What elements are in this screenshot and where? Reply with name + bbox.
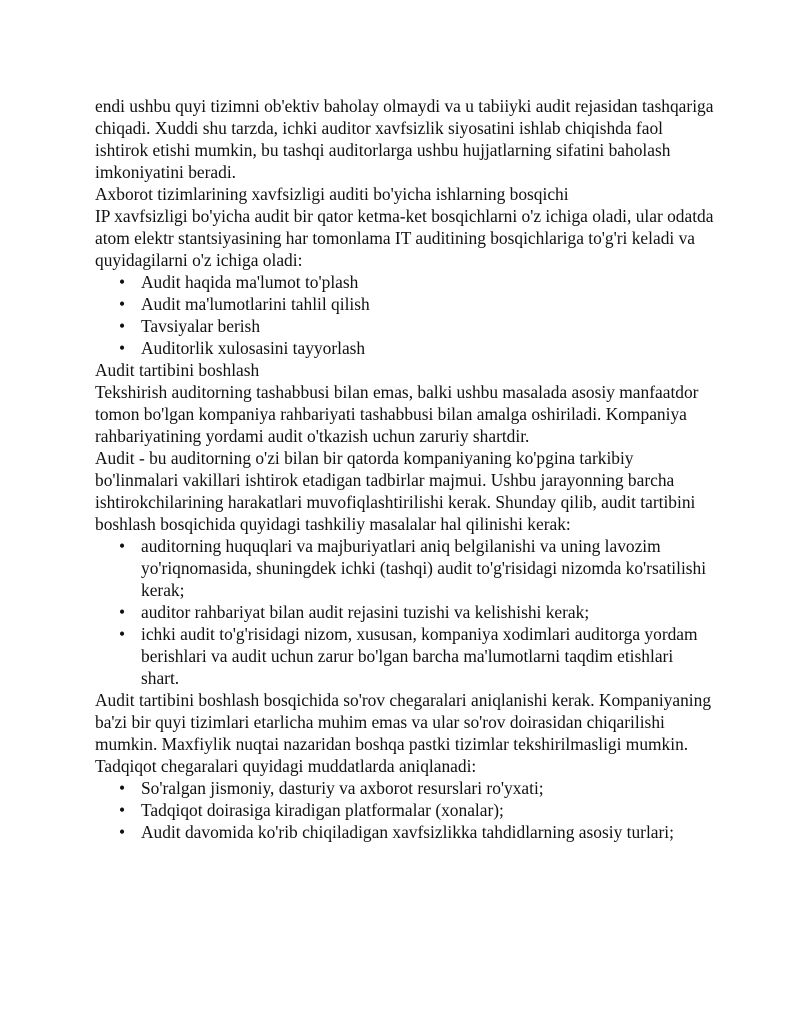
bullet-list (95, 271, 715, 359)
paragraph: IP xavfsizligi bo'yicha audit bir qator ketma-ket bosqichlarni o'z ichiga oladi, ular odatda atom elektr stantsiyasining har tomonlama IT auditining bosqichlariga to'g'ri keladi va quyidagilarni o'z ichiga oladi: (95, 206, 714, 270)
bullet-icon: • (118, 316, 126, 336)
list-item (95, 315, 715, 337)
bullet-icon: • (118, 800, 126, 820)
list-item-text: Tadqiqot doirasiga kiradigan platformalar (xonalar); (141, 800, 504, 820)
list-item-text: So'ralgan jismoniy, dasturiy va axborot resurslari ro'yxati; (141, 778, 544, 798)
list-item (95, 623, 715, 689)
bullet-icon: • (118, 272, 126, 292)
bullet-icon: • (118, 602, 126, 622)
list-item (95, 271, 715, 293)
paragraph: Audit tartibini boshlash (95, 360, 260, 380)
paragraph: Audit - bu auditorning o'zi bilan bir qatorda kompaniyaning ko'pgina tarkibiy bo'linmalari vakillari ishtirok etadigan tadbirlar majmui. Ushbu jarayonning barcha ishtirokchilarining harakatlari muvofiqlashtirilishi kerak. Shunday qilib, audit tartibini boshlash bosqichida quyidagi tashkiliy masalalar hal qilinishi kerak: (95, 448, 696, 534)
list-item (95, 777, 715, 799)
bullet-list (95, 535, 715, 689)
document-page (95, 95, 715, 843)
list-item (95, 337, 715, 359)
bullet-list (95, 777, 715, 843)
paragraph: Tadqiqot chegaralari quyidagi muddatlarda aniqlanadi: (95, 756, 477, 776)
paragraph: Audit tartibini boshlash bosqichida so'rov chegaralari aniqlanishi kerak. Kompaniyaning ba'zi bir quyi tizimlari etarlicha muhim emas va ular so'rov doirasidan chiqarilishi mumkin. Maxfiylik nuqtai nazaridan boshqa pastki tizimlar tekshirilmasligi mumkin. (95, 690, 712, 754)
list-item-text: Audit ma'lumotlarini tahlil qilish (141, 294, 370, 314)
paragraph: Tekshirish auditorning tashabbusi bilan emas, balki ushbu masalada asosiy manfaatdor tomon bo'lgan kompaniya rahbariyati tashabbusi bilan amalga oshiriladi. Kompaniya rahbariyatining yordami audit o'tkazish uchun zaruriy shartdir. (95, 382, 699, 446)
list-item-text: Auditorlik xulosasini tayyorlash (141, 338, 366, 358)
list-item (95, 799, 715, 821)
list-item-text: Audit davomida ko'rib chiqiladigan xavfsizlikka tahdidlarning asosiy turlari; (141, 822, 674, 842)
bullet-icon: • (118, 624, 126, 644)
bullet-icon: • (118, 778, 126, 798)
list-item-text: auditor rahbariyat bilan audit rejasini tuzishi va kelishishi kerak; (141, 602, 590, 622)
bullet-icon: • (118, 536, 126, 556)
list-item (95, 601, 715, 623)
bullet-icon: • (118, 822, 126, 842)
bullet-icon: • (118, 338, 126, 358)
paragraph: endi ushbu quyi tizimni ob'ektiv baholay olmaydi va u tabiiyki audit rejasidan tashqariga chiqadi. Xuddi shu tarzda, ichki auditor xavfsizlik siyosatini ishlab chiqishda faol ishtirok etishi mumkin, bu tashqi auditorlarga ushbu hujjatlarning sifatini baholash imkoniyatini beradi. (95, 96, 714, 182)
paragraph: Axborot tizimlarining xavfsizligi auditi bo'yicha ishlarning bosqichi (95, 184, 569, 204)
list-item-text: Audit haqida ma'lumot to'plash (141, 272, 359, 292)
list-item-text: ichki audit to'g'risidagi nizom, xususan, kompaniya xodimlari auditorga yordam berishlari va audit uchun zarur bo'lgan barcha ma'lumotlarni taqdim etishlari shart. (141, 624, 698, 688)
bullet-icon: • (118, 294, 126, 314)
list-item (95, 535, 715, 601)
list-item (95, 821, 715, 843)
list-item-text: auditorning huquqlari va majburiyatlari aniq belgilanishi va uning lavozim yo'riqnomasida, shuningdek ichki (tashqi) audit to'g'risidagi nizomda ko'rsatilishi kerak; (141, 536, 707, 600)
list-item-text: Tavsiyalar berish (141, 316, 261, 336)
list-item (95, 293, 715, 315)
